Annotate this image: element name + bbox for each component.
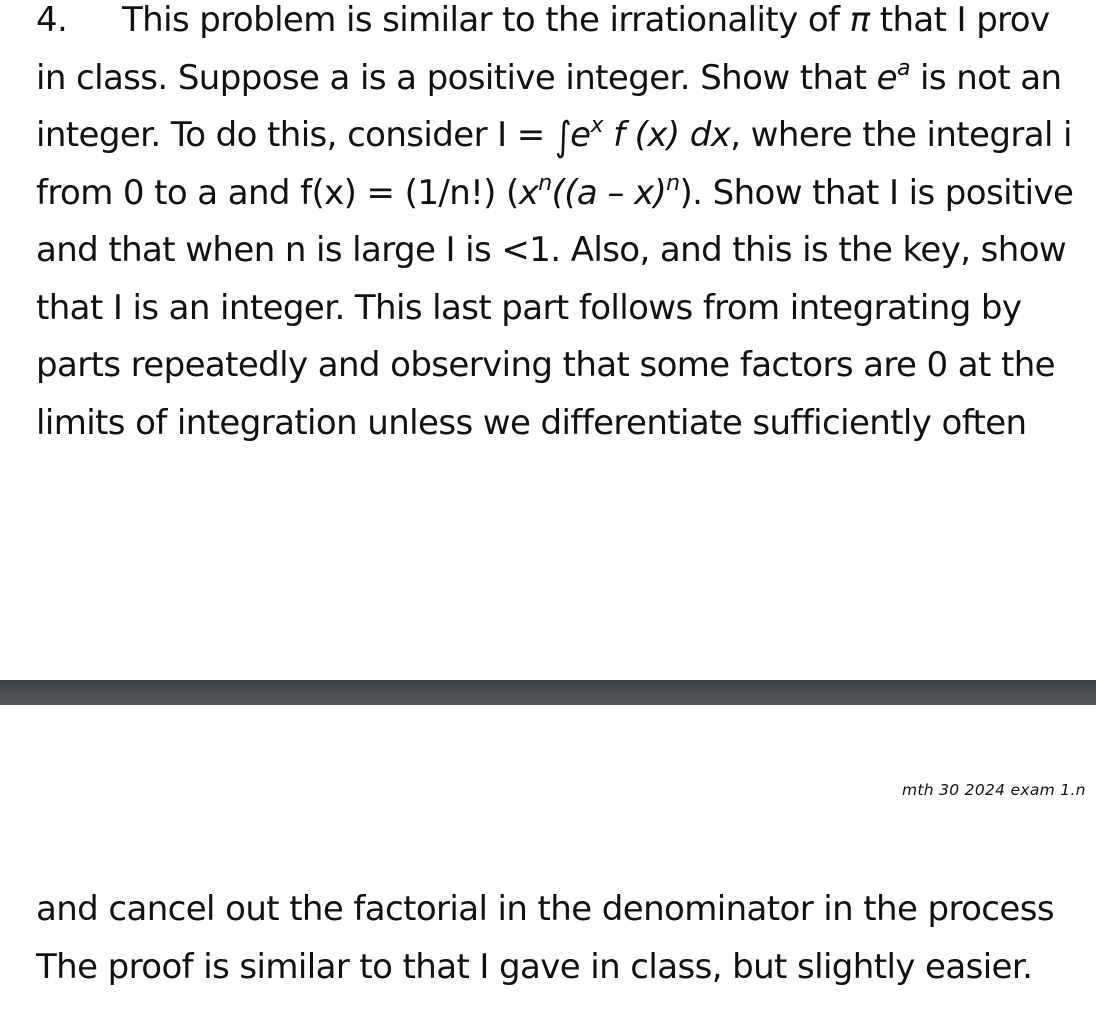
document-page-bottom	[0, 705, 1096, 1013]
problem-line-6: that I is an integer. This last part follows from integrating by	[36, 287, 1022, 328]
problem-number: 4.	[36, 0, 68, 40]
e-base: e	[570, 115, 591, 155]
integral-sign: ∫	[554, 114, 572, 160]
continuation-line-1: and cancel out the factorial in the denominator in the process	[36, 889, 1054, 929]
exponent-n: n	[666, 170, 680, 196]
problem-line-3: integer. To do this, consider $I = \int e^x$ f (x) dx, where the integral i	[36, 107, 1096, 165]
problem-line-7: parts repeatedly and observing that some factors are 0 at the	[36, 345, 1055, 385]
differential-dx: dx	[689, 115, 731, 155]
page-separator	[0, 680, 1096, 705]
continuation-line-2: The proof is similar to that I gave in class, but slightly easier.	[36, 946, 1033, 987]
page-header-label: mth 30 2024 exam 1.n	[902, 781, 1086, 799]
pi-symbol: π	[849, 0, 870, 40]
exponent-a: a	[896, 55, 910, 81]
integrand-fx: f (x)	[602, 115, 690, 155]
problem-line-8: limits of integration unless we differentiate sufficiently often	[36, 402, 1027, 443]
problem-line-5: and that when n is large I is <1. Also, and this is the key, show	[36, 230, 1067, 270]
exponent-n: n	[538, 170, 552, 196]
exponent-x: x	[590, 113, 603, 138]
e-base: e	[876, 57, 897, 98]
problem-line-2: in class. Suppose a is a positive integer. Show that $e^a$ is not an	[36, 55, 1062, 98]
problem-line-4: from 0 to a and f(x) = (1/n!) ($x^n((a - x)^n)$. Show that I is positive	[36, 170, 1074, 213]
problem-line-1: 4. This problem is similar to the irrationality of π that I prov	[36, 0, 1096, 50]
problem-4-text	[36, 0, 1096, 452]
continuation-text	[36, 881, 1096, 996]
